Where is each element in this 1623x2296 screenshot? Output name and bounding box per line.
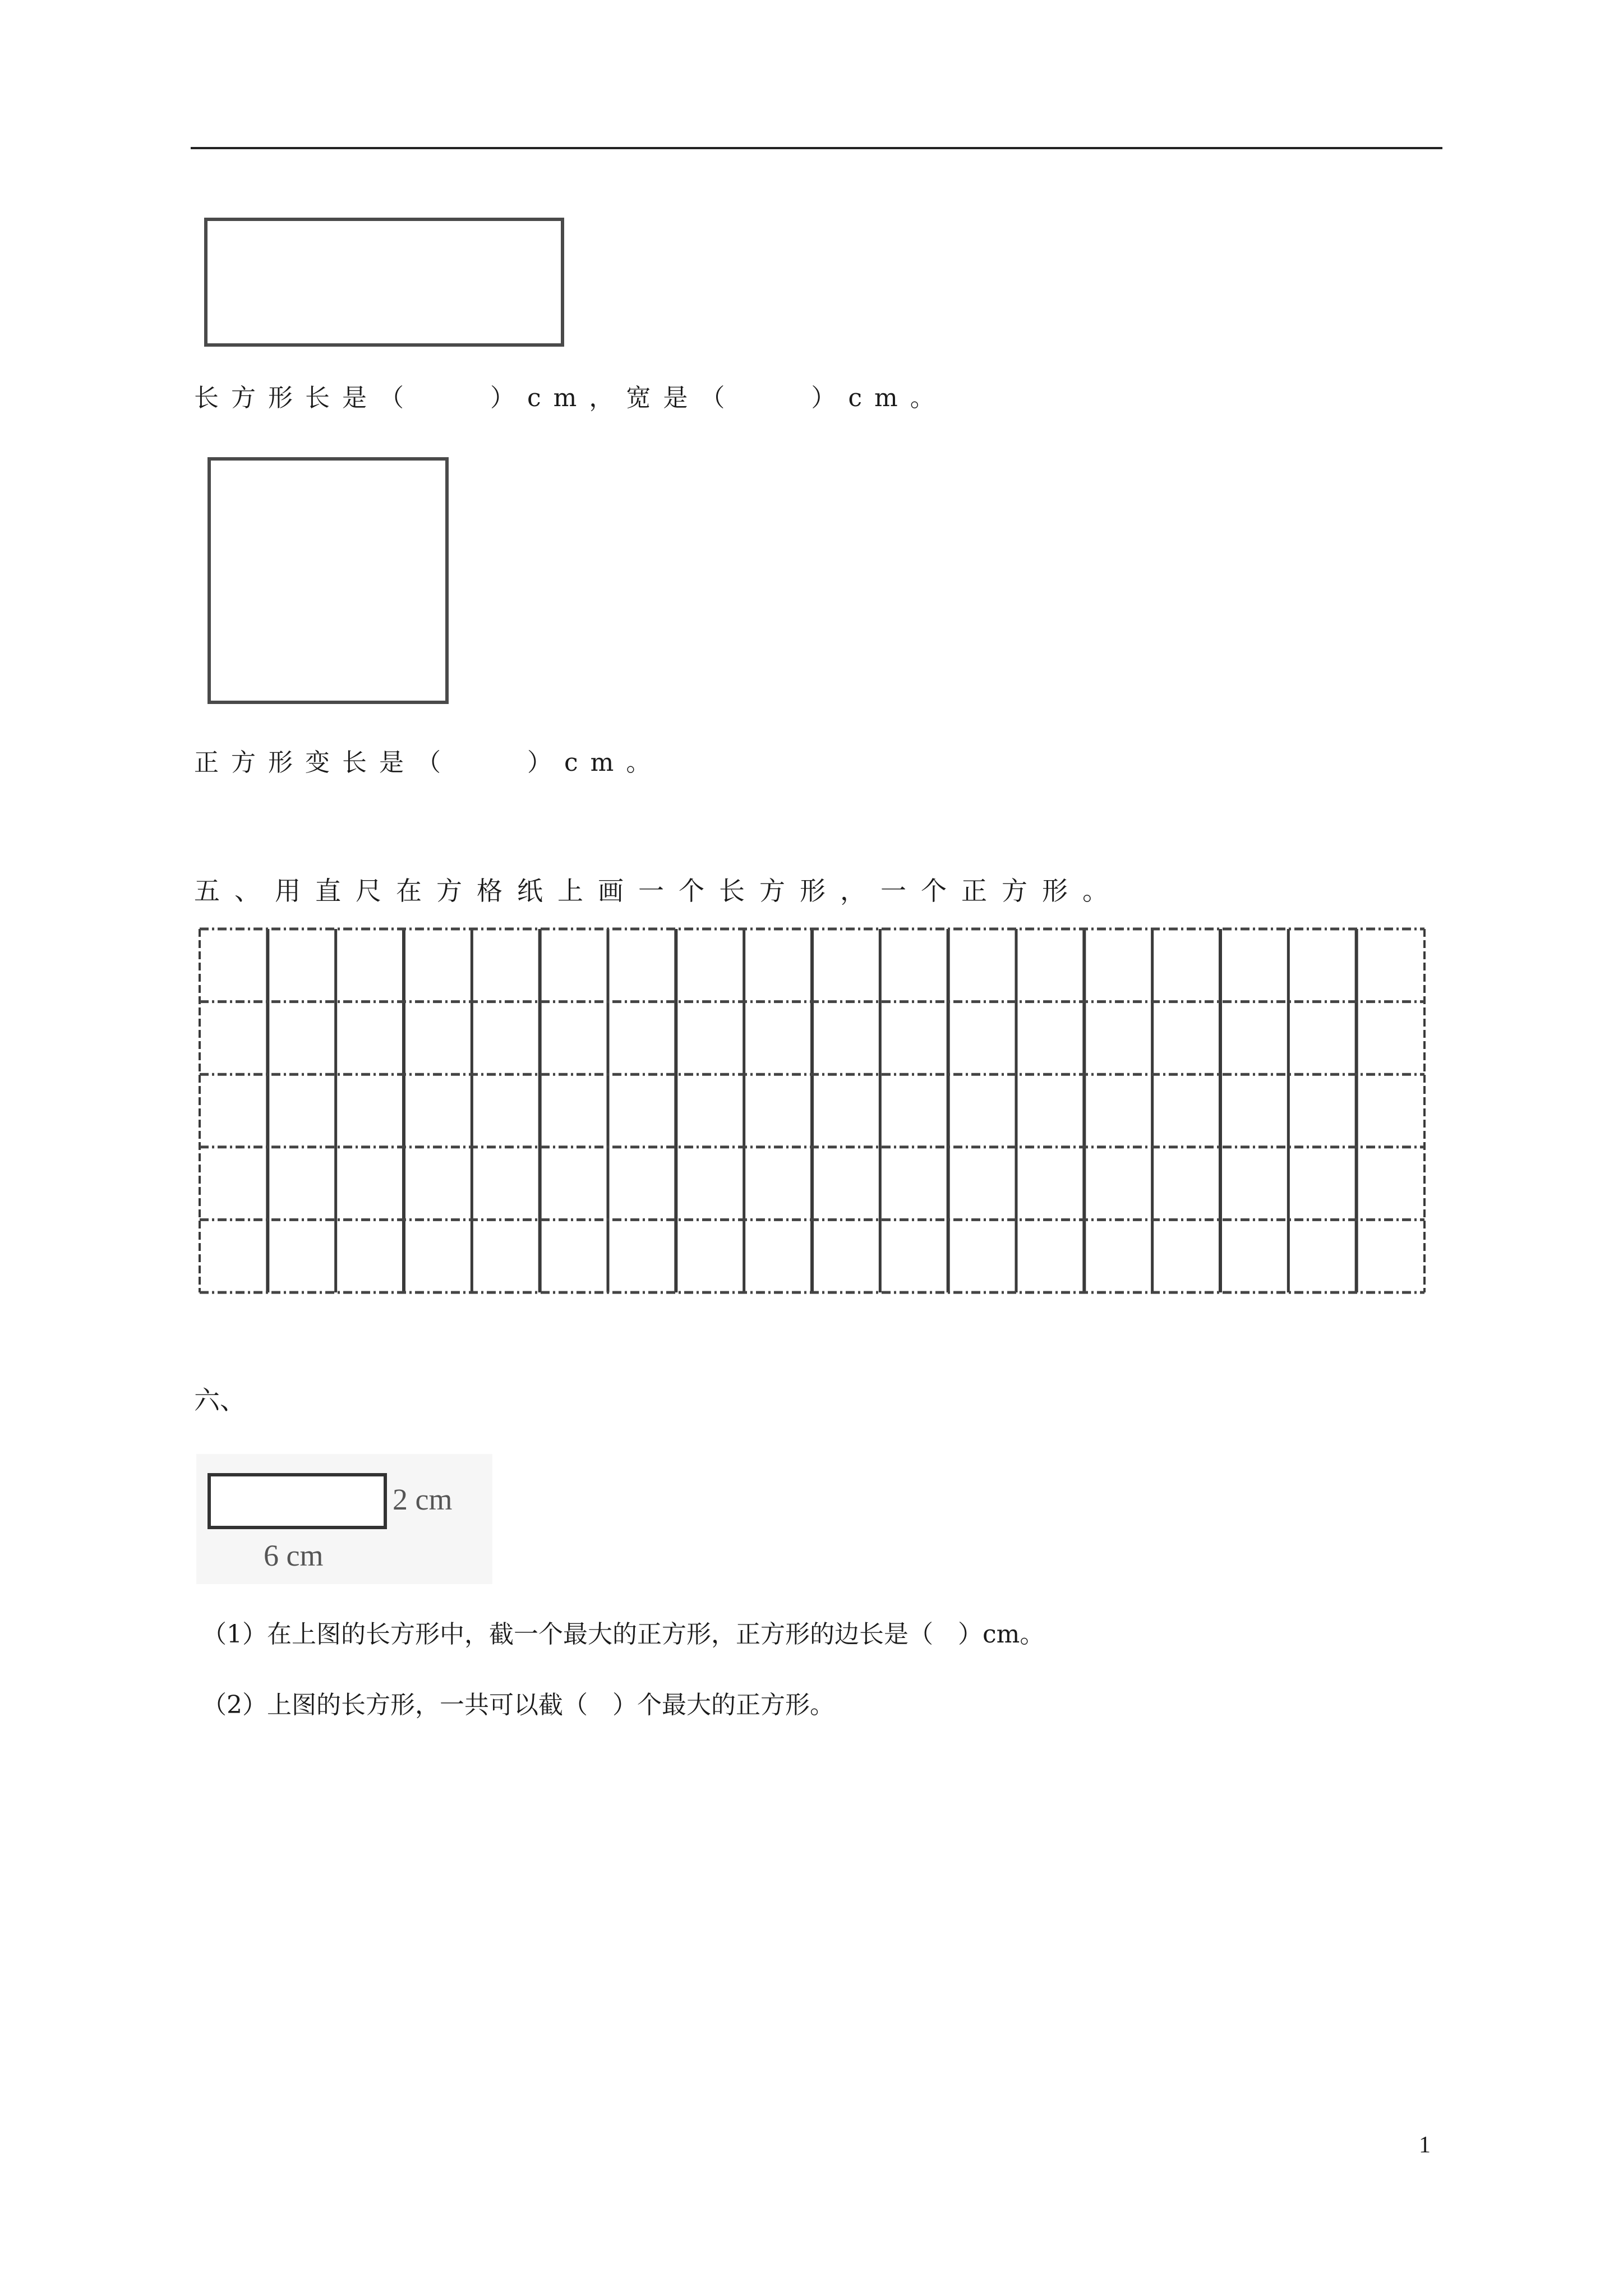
width-label: 2 cm — [393, 1483, 453, 1516]
rectangle-figure — [204, 218, 564, 347]
square-question-text: 正方形变长是（ ）cm。 — [194, 748, 663, 777]
grid-paper[interactable] — [196, 926, 1428, 1296]
question-6-part-2: （2）上图的长方形，一共可以截（ ）个最大的正方形。 — [202, 1691, 834, 1719]
question-6-figure — [196, 1454, 492, 1584]
question-5-heading: 五、用直尺在方格纸上画一个长方形，一个正方形。 — [194, 876, 1123, 906]
length-label: 6 cm — [264, 1539, 324, 1572]
question-6-part-1: （1）在上图的长方形中，截一个最大的正方形，正方形的边长是（ ）cm。 — [202, 1620, 1045, 1649]
header-rule — [191, 147, 1442, 149]
question-6-heading: 六、 — [194, 1385, 246, 1415]
question-6-rectangle — [208, 1473, 387, 1529]
page-number: 1 — [1419, 2132, 1431, 2158]
rectangle-question-text: 长方形长是（ ）cm，宽是（ ）cm。 — [194, 384, 947, 412]
square-figure — [208, 457, 449, 704]
